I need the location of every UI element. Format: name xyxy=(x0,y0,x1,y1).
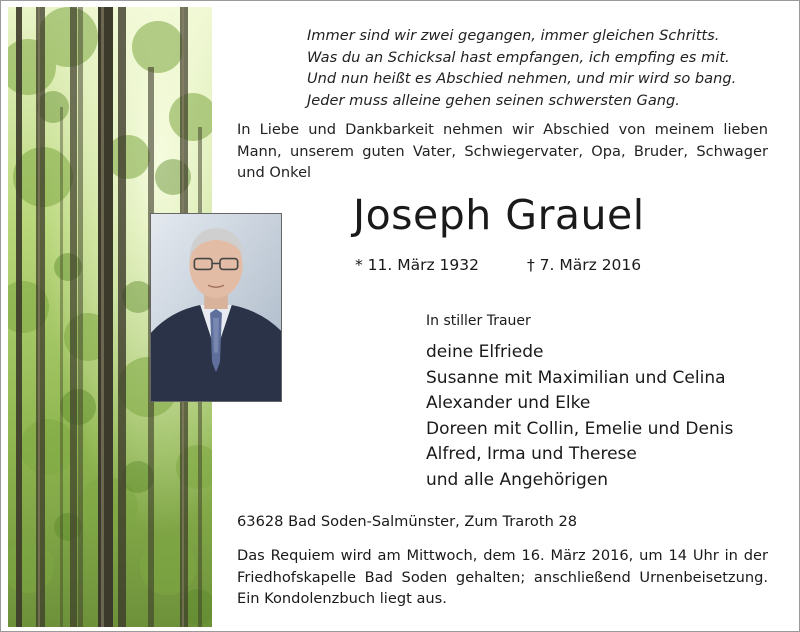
poem-line: Und nun heißt es Abschied nehmen, und mir wird so bang. xyxy=(307,70,737,87)
portrait-photo xyxy=(150,213,282,402)
list-item: Alexander und Elke xyxy=(426,393,591,413)
address: 63628 Bad Soden-Salmünster, Zum Traroth 28 xyxy=(237,513,578,530)
intro-text: In Liebe und Dankbarkeit nehmen wir Abschied von meinem lieben Mann, unserem guten Vater, Schwiegervater, Opa, Bruder, Schwager und Onkel xyxy=(237,121,768,181)
death-date: † 7. März 2016 xyxy=(527,256,642,274)
list-item: Doreen mit Collin, Emelie und Denis xyxy=(426,418,734,439)
list-item: deine Elfriede xyxy=(426,342,544,362)
list-item: Susanne mit Maximilian und Celina xyxy=(426,367,726,388)
list-item: Alfred, Irma und Therese xyxy=(426,444,637,464)
poem-line: Jeder muss alleine gehen seinen schwersten Gang. xyxy=(307,91,680,109)
family-list xyxy=(426,340,733,493)
deceased-name: Joseph Grauel xyxy=(353,191,645,239)
poem xyxy=(307,25,777,111)
mourning-label: In stiller Trauer xyxy=(426,313,531,329)
requiem-notice: Das Requiem wird am Mittwoch, dem 16. März 2016, um 14 Uhr in der Friedhofskapelle Bad Soden gehalten; anschließend Urnenbeisetzung. Ein Kondolenzbuch liegt aus. xyxy=(237,547,768,607)
birth-date: * 11. März 1932 xyxy=(355,256,480,274)
list-item: und alle Angehörigen xyxy=(426,469,609,490)
poem-line: Was du an Schicksal hast empfangen, ich empfing es mit. xyxy=(307,48,730,66)
poem-line: Immer sind wir zwei gegangen, immer gleichen Schritts. xyxy=(307,27,720,44)
